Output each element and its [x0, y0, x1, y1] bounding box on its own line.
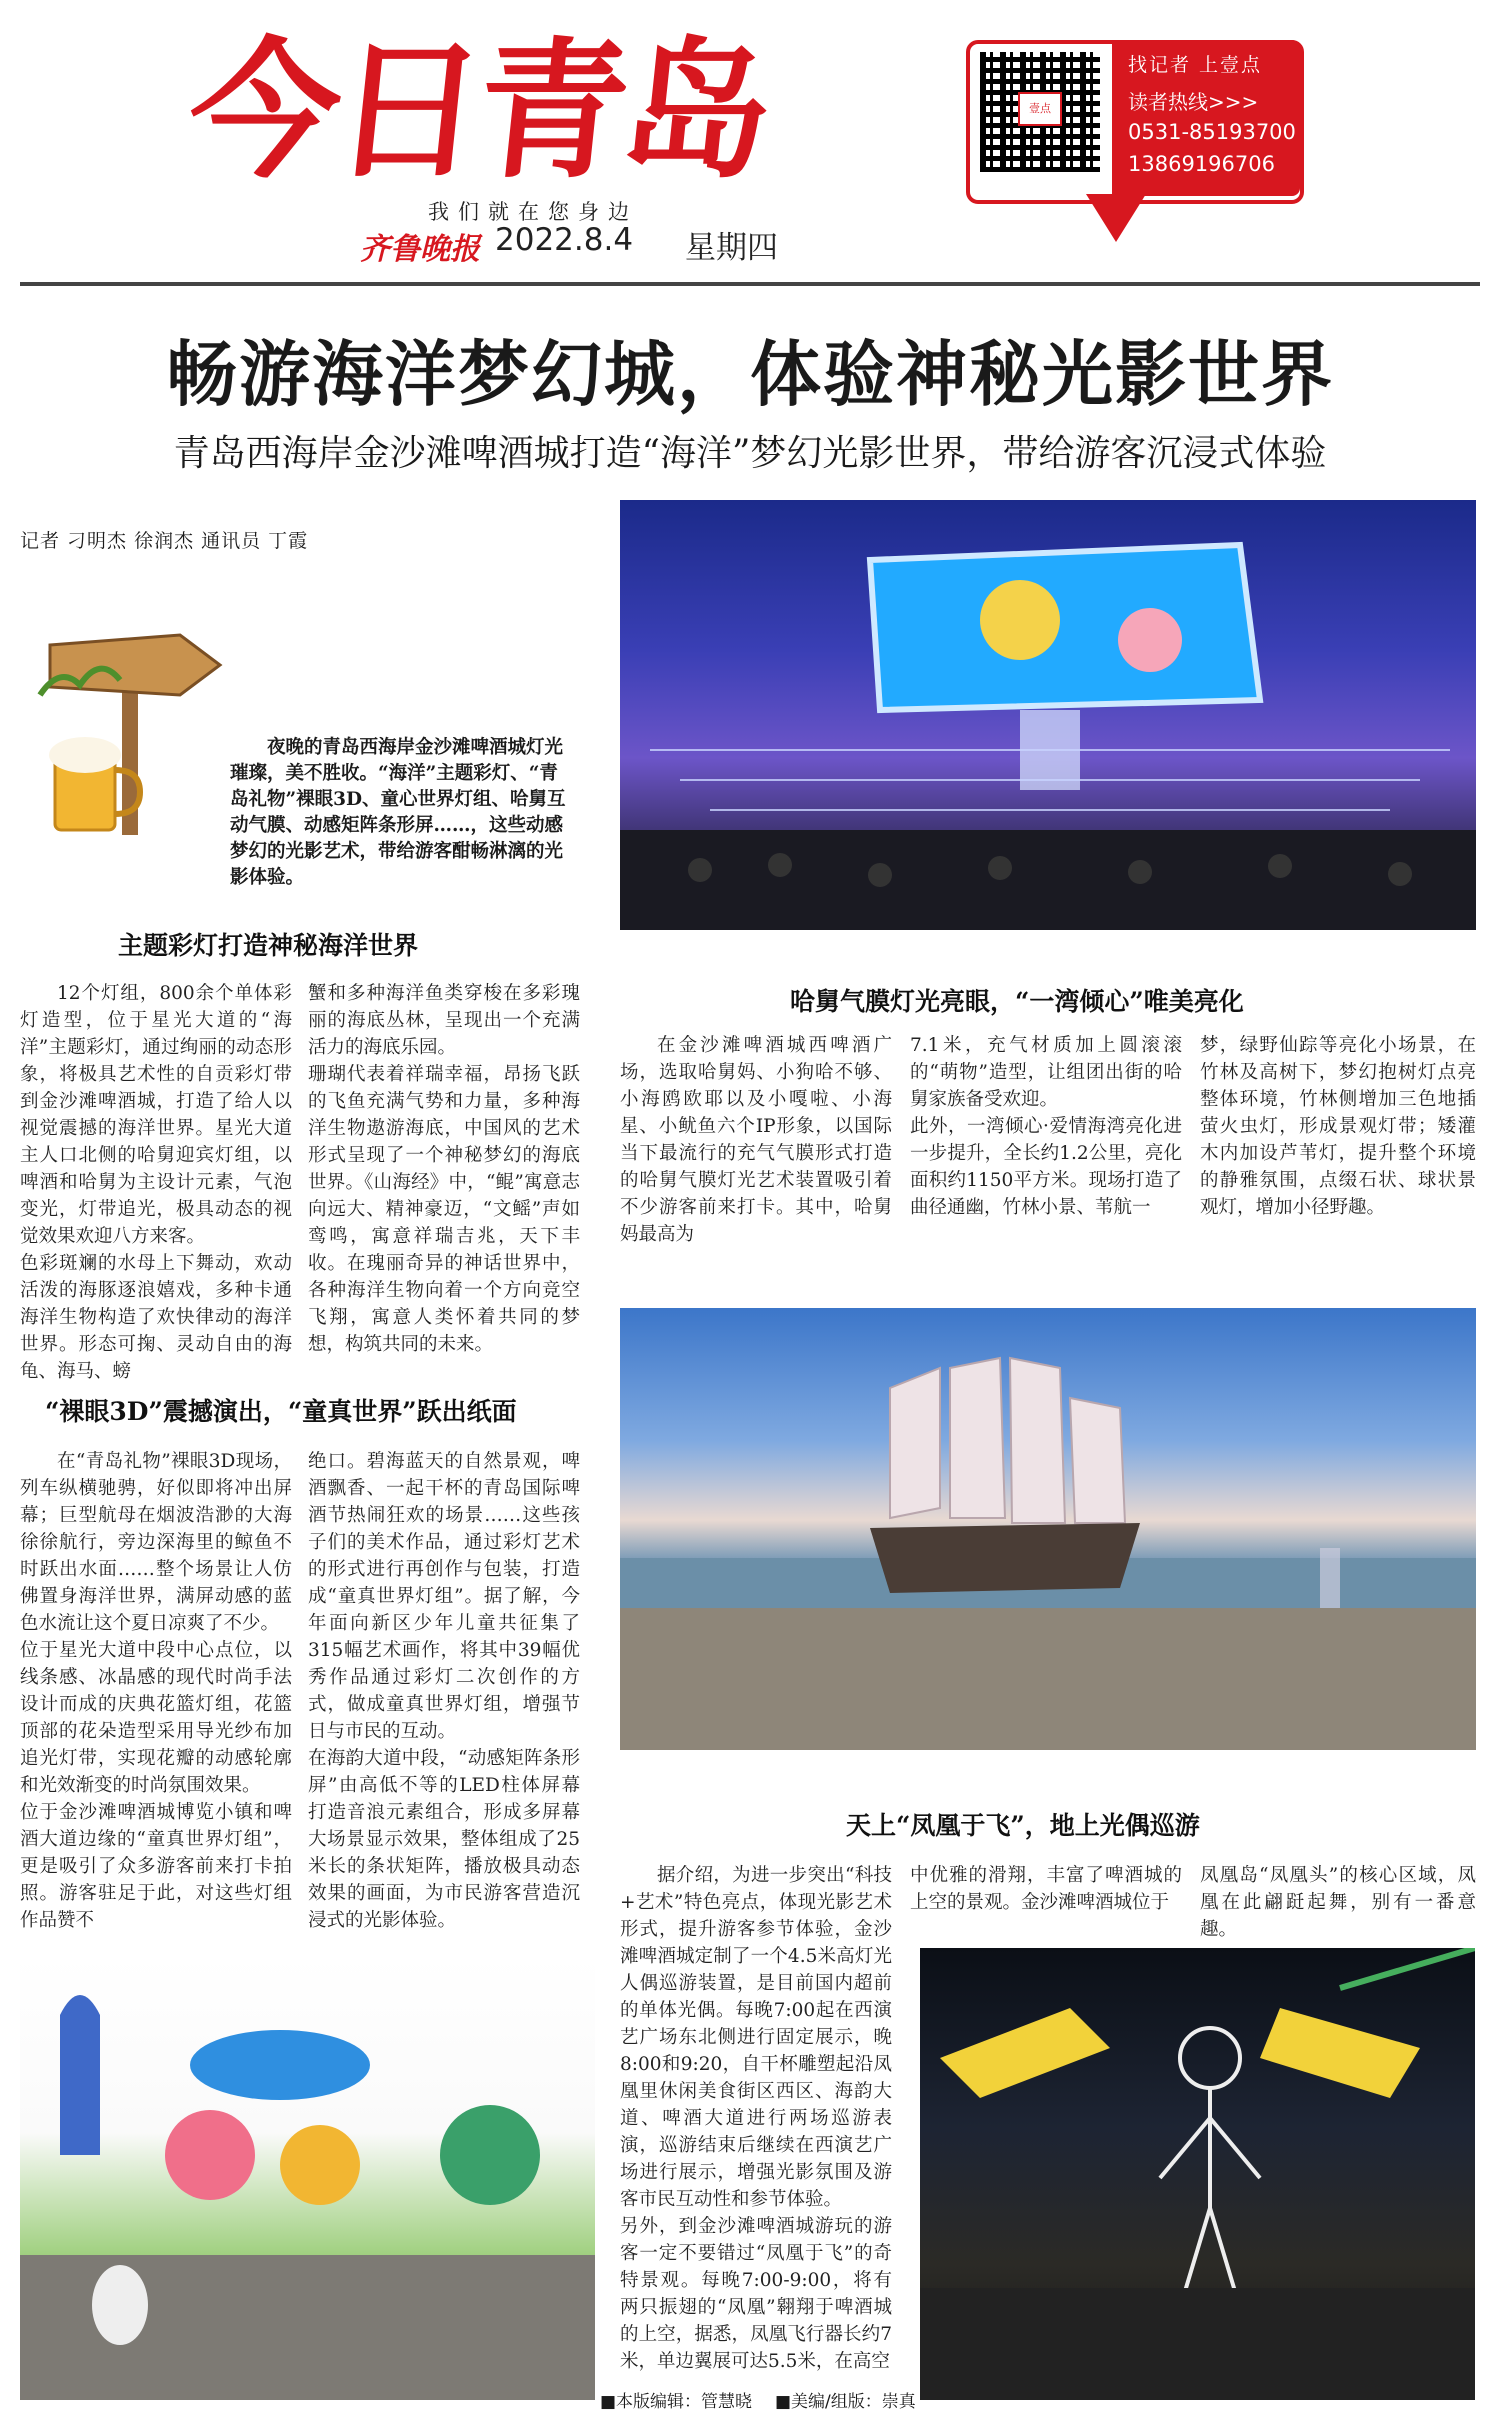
issue-date: 2022.8.4: [495, 222, 634, 258]
section-title-1: 主题彩灯打造神秘海洋世界: [118, 931, 419, 960]
section-3-col-a: 在金沙滩啤酒城西啤酒广场，选取哈舅妈、小狗哈不够、小海鸥欧耶以及小嘎啦、小海星、小鱿鱼六个IP形象，以国际当下最流行的充气气膜形式打造的哈舅气膜灯光艺术装置吸引着不少游客前来打卡。其中，哈舅妈最高为: [620, 1035, 892, 1245]
hotline-bubble-tail: [1086, 194, 1146, 242]
hotline-tagline: 找记者 上壹点: [1128, 54, 1263, 76]
footer-editor: ■本版编辑：管慧晓: [600, 2392, 753, 2412]
ship-scene: [620, 1308, 1476, 1750]
hotline-phone-2: 13869196706: [1128, 152, 1275, 176]
hotline-phone-1: 0531-85193700: [1128, 120, 1296, 144]
qr-badge: 壹点: [1018, 92, 1062, 126]
section-title-4: 天上“凤凰于飞”，地上光偶巡游: [846, 1811, 1200, 1840]
sailing-ship-beach-photo: [620, 1308, 1476, 1750]
masthead-divider: [20, 282, 1480, 286]
masthead-slogan: 我们就在您身边: [428, 200, 638, 224]
headline: 畅游海洋梦幻城，体验神秘光影世界: [165, 332, 1334, 416]
section-4-col-a: 据介绍，为进一步突出“科技+艺术”特色亮点，体现光影艺术形式，提升游客参节体验，金沙滩啤酒城定制了一个4.5米高灯光人偶巡游装置，是目前国内超前的单体光偶。每晚7:00起在西演艺广场东北侧进行固定展示，晚8:00和9:20，自干杯雕塑起沿凤凰里休闲美食街区西区、海韵大道、啤酒大道进行两场巡游表演，巡游结束后继续在西演艺广场进行展示，增强光影氛围及游客市民互动性和参节体验。 另外，到金沙滩啤酒城游玩的游客一定不要错过“凤凰于飞”的奇特景观。每晚7:00-9:00，将有两只振翅的“凤凰”翱翔于啤酒城的上空，据悉，凤凰飞行器长约7米，单边翼展可达5.5米，在高空: [620, 1865, 892, 2372]
section-2-col-b: 绝口。碧海蓝天的自然景观，啤酒飘香、一起干杯的青岛国际啤酒节热闹狂欢的场景……这些孩子们的美术作品，通过彩灯艺术的形式进行再创作与包装，打造成“童真世界灯组”。据了解，今年面向新区少年儿童共征集了315幅艺术画作，将其中39幅优秀作品通过彩灯二次创作的方式，做成童真世界灯组，增强节日与市民的互动。 在海韵大道中段，“动感矩阵条形屏”由高低不等的LED柱体屏幕打造音浪元素组合，形成多屏幕大场景显示效果，整体组成了25米长的条状矩阵，播放极具动态效果的画面，为市民游客营造沉浸式的光影体验。: [308, 1451, 580, 1931]
ocean-lanterns-photo: [20, 1955, 595, 2400]
section-2-col-a: 在“青岛礼物”裸眼3D现场，列车纵横驰骋，好似即将冲出屏幕；巨型航母在烟波浩渺的大海徐徐航行，旁边深海里的鲸鱼不时跃出水面……整个场景让人仿佛置身海洋世界，满屏动感的蓝色水流让这个夏日凉爽了不少。 位于星光大道中段中心点位，以线条感、冰晶感的现代时尚手法设计而成的庆典花篮灯组，花篮顶部的花朵造型采用导光纱布加追光灯带，实现花瓣的动感轮廓和光效渐变的时尚氛围效果。 位于金沙滩啤酒城博览小镇和啤酒大道边缘的“童真世界灯组”，更是吸引了众多游客前来打卡拍照。游客驻足于此，对这些灯组作品赞不: [20, 1451, 292, 1931]
section-1-col-a: 12个灯组，800余个单体彩灯造型，位于星光大道的“海洋”主题彩灯，通过绚丽的动态形象，将极具艺术性的自贡彩灯带到金沙滩啤酒城，打造了给人以视觉震撼的海洋世界。星光大道主人口北侧的哈舅迎宾灯组，以啤酒和哈舅为主设计元素，气泡变光，灯带追光，极具动态的视觉效果欢迎八方来客。 色彩斑斓的水母上下舞动，欢动活泼的海豚逐浪嬉戏，多种卡通海洋生物构造了欢快律动的海洋世界。形态可掬、灵动自由的海龟、海马、螃: [20, 983, 292, 1382]
lanterns-scene: [20, 1955, 595, 2400]
intro-paragraph: 夜晚的青岛西海岸金沙滩啤酒城灯光璀璨，美不胜收。“海洋”主题彩灯、“青岛礼物”裸眼3D、童心世界灯组、哈舅互动气膜、动感矩阵条形屏……，这些动感梦幻的光影艺术，带给游客酣畅淋漓的光影体验。: [230, 737, 566, 888]
section-3-col-c: 梦，绿野仙踪等亮化小场景，在竹林及高树下，梦幻抱树灯点亮整体环境，竹林侧增加三色地插萤火虫灯，形成景观灯带；矮灌木内加设芦苇灯，提升整个环境的静雅氛围，点缀石状、球状景观灯，增加小径野趣。: [1200, 1035, 1476, 1218]
3d-screen-scene: [620, 500, 1476, 930]
beer-signpost-illustration: [30, 605, 230, 845]
section-3-col-b: 7.1米，充气材质加上圆滚滚的“萌物”造型，让组团出街的哈舅家族备受欢迎。 此外，一湾倾心·爱情海湾亮化进一步提升，全长约1.2公里，亮化面积约1150平方米。现场打造了曲径通幽，竹林小景、苇航一: [910, 1035, 1182, 1218]
hotline-label: 读者热线>>>: [1128, 90, 1259, 114]
masthead-title: 今日青岛: [180, 25, 776, 199]
section-title-2: “裸眼3D”震撼演出，“童真世界”跃出纸面: [45, 1397, 517, 1426]
byline: 记者 刁明杰 徐润杰 通讯员 丁霞: [20, 530, 309, 552]
section-1-col-b: 蟹和多种海洋鱼类穿梭在多彩瑰丽的海底丛林，呈现出一个充满活力的海底乐园。 珊瑚代表着祥瑞幸福，昂扬飞跃的飞鱼充满气势和力量，多种海洋生物遨游海底，中国风的艺术形式呈现了一个神秘梦幻的海底世界。《山海经》中，“鲲”寓意志向远大、精神豪迈，“文鳐”声如鸾鸣，寓意祥瑞吉兆，天下丰收。在瑰丽奇异的神话世界中，各种海洋生物向着一个方向竞空飞翔，寓意人类怀着共同的梦想，构筑共同的未来。: [308, 983, 580, 1355]
section-4-col-b: 中优雅的滑翔，丰富了啤酒城的上空的景观。金沙滩啤酒城位于: [910, 1865, 1182, 1913]
light-puppet-parade-photo: [920, 1948, 1475, 2400]
issue-weekday: 星期四: [685, 230, 778, 266]
paper-logo: 齐鲁晚报: [360, 232, 480, 267]
3d-screen-photo: [620, 500, 1476, 930]
parade-scene: [920, 1948, 1475, 2400]
footer-design: ■美编/组版：崇真: [775, 2392, 916, 2412]
section-4-col-c: 凤凰岛“凤凰头”的核心区域，凤凰在此翩跹起舞，别有一番意趣。: [1200, 1865, 1476, 1940]
subheadline: 青岛西海岸金沙滩啤酒城打造“海洋”梦幻光影世界，带给游客沉浸式体验: [173, 433, 1327, 474]
section-title-3: 哈舅气膜灯光亮眼，“一湾倾心”唯美亮化: [790, 987, 1244, 1016]
